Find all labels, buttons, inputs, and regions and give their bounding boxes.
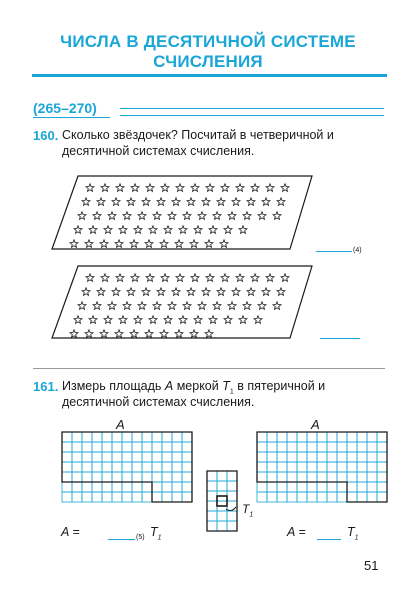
equation-left-t: T bbox=[150, 525, 158, 539]
grid-cell bbox=[367, 442, 377, 452]
grid-cell bbox=[92, 472, 102, 482]
grid-cell bbox=[122, 462, 132, 472]
grid-cell bbox=[287, 432, 297, 442]
t1-label-letter: T bbox=[242, 502, 250, 516]
task-161-text-part1: Измерь площадь bbox=[62, 379, 165, 393]
grid-cell bbox=[277, 442, 287, 452]
grid-cell bbox=[327, 492, 337, 502]
grid-cell bbox=[162, 452, 172, 462]
grid-cell bbox=[277, 472, 287, 482]
grid-cell bbox=[122, 442, 132, 452]
grid-cell bbox=[277, 452, 287, 462]
grid-cell bbox=[217, 471, 227, 481]
grid-cell bbox=[182, 432, 192, 442]
equation-right-blank[interactable] bbox=[317, 539, 341, 540]
grid-cell bbox=[182, 472, 192, 482]
grid-cell bbox=[377, 482, 387, 492]
equation-right-t-sub: 1 bbox=[354, 534, 359, 542]
grid-cell bbox=[62, 432, 72, 442]
grid-cell bbox=[152, 472, 162, 482]
grid-cell bbox=[207, 521, 217, 531]
grid-cell bbox=[267, 452, 277, 462]
task-160-text-line1: Сколько звёздочек? Посчитай в четверичной и bbox=[62, 128, 334, 142]
grid-cell bbox=[122, 452, 132, 462]
equation-left-t-sub: 1 bbox=[157, 534, 162, 542]
grid-cell bbox=[317, 482, 327, 492]
grid-cell bbox=[367, 482, 377, 492]
grid-cell bbox=[132, 472, 142, 482]
grid-cell bbox=[257, 472, 267, 482]
grid-cell bbox=[82, 472, 92, 482]
task-161-var-t: T bbox=[222, 379, 230, 393]
grid-cell bbox=[277, 492, 287, 502]
grid-cell bbox=[347, 452, 357, 462]
grid-cell bbox=[72, 442, 82, 452]
grid-cell bbox=[227, 511, 237, 521]
grid-cell bbox=[287, 442, 297, 452]
grid-cell bbox=[132, 492, 142, 502]
grid-cell bbox=[347, 492, 357, 502]
grid-cell bbox=[112, 482, 122, 492]
grid-cell bbox=[82, 432, 92, 442]
grid-cell bbox=[317, 472, 327, 482]
grid-cell bbox=[132, 452, 142, 462]
grid-cell bbox=[337, 442, 347, 452]
grid-cell bbox=[102, 482, 112, 492]
grid-cell bbox=[172, 482, 182, 492]
grid-cell bbox=[287, 472, 297, 482]
task-160-number: 160. bbox=[33, 128, 59, 143]
grid-cell bbox=[102, 472, 112, 482]
grid-cell bbox=[102, 462, 112, 472]
grid-cell bbox=[217, 511, 227, 521]
grid-cell bbox=[82, 452, 92, 462]
task-161-text-part2: меркой bbox=[173, 379, 223, 393]
figure-right-grid bbox=[257, 432, 387, 502]
grid-cell bbox=[172, 472, 182, 482]
grid-cell bbox=[112, 442, 122, 452]
figure-right-label: A bbox=[311, 417, 320, 432]
equation-right-t: T bbox=[347, 525, 355, 539]
grid-cell bbox=[62, 462, 72, 472]
grid-cell bbox=[72, 462, 82, 472]
grid-cell bbox=[162, 442, 172, 452]
grid-cell bbox=[152, 482, 162, 492]
grid-cell bbox=[367, 462, 377, 472]
grid-cell bbox=[62, 442, 72, 452]
grid-cell bbox=[172, 462, 182, 472]
grid-cell bbox=[152, 452, 162, 462]
grid-cell bbox=[267, 492, 277, 502]
grid-cell bbox=[72, 472, 82, 482]
task-161-text-line2: десятичной системах счисления. bbox=[62, 395, 255, 409]
grid-cell bbox=[162, 492, 172, 502]
equation-right-prefix: A = bbox=[287, 525, 306, 539]
grid-cell bbox=[317, 452, 327, 462]
grid-cell bbox=[152, 462, 162, 472]
grid-cell bbox=[122, 432, 132, 442]
grid-cell bbox=[317, 462, 327, 472]
grid-cell bbox=[162, 472, 172, 482]
grid-cell bbox=[327, 442, 337, 452]
t1-label-sub: 1 bbox=[249, 511, 254, 519]
grid-cell bbox=[337, 472, 347, 482]
grid-cell bbox=[347, 472, 357, 482]
grid-cell bbox=[182, 462, 192, 472]
measure-t1-grid bbox=[207, 471, 237, 531]
grid-cell bbox=[257, 482, 267, 492]
grid-cell bbox=[82, 442, 92, 452]
equation-right-measure bbox=[347, 525, 359, 542]
grid-cell bbox=[142, 462, 152, 472]
grid-cell bbox=[317, 442, 327, 452]
grid-cell bbox=[257, 462, 267, 472]
grid-cell bbox=[112, 432, 122, 442]
grid-cell bbox=[142, 452, 152, 462]
grid-cell bbox=[297, 482, 307, 492]
grid-cell bbox=[227, 481, 237, 491]
grid-cell bbox=[72, 482, 82, 492]
grid-cell bbox=[377, 442, 387, 452]
grid-cell bbox=[217, 481, 227, 491]
grid-cell bbox=[112, 472, 122, 482]
grid-cell bbox=[307, 482, 317, 492]
grid-cell bbox=[327, 472, 337, 482]
grid-cell bbox=[72, 452, 82, 462]
grid-cell bbox=[267, 462, 277, 472]
grid-cell bbox=[92, 442, 102, 452]
grid-cell bbox=[72, 492, 82, 502]
grid-cell bbox=[377, 492, 387, 502]
equation-left-blank[interactable] bbox=[108, 539, 135, 540]
grid-cell bbox=[142, 482, 152, 492]
figure-left-label: A bbox=[116, 417, 125, 432]
grid-cell bbox=[227, 521, 237, 531]
grid-cell bbox=[347, 432, 357, 442]
grid-cell bbox=[357, 492, 367, 502]
grid-cell bbox=[122, 472, 132, 482]
task-161-number: 161. bbox=[33, 379, 59, 394]
grid-cell bbox=[297, 452, 307, 462]
grid-cell bbox=[172, 452, 182, 462]
equation-left bbox=[61, 525, 80, 539]
grid-cell bbox=[377, 452, 387, 462]
grid-cell bbox=[377, 432, 387, 442]
equation-left-base: (5) bbox=[136, 534, 145, 541]
grid-cell bbox=[152, 492, 162, 502]
grid-cell bbox=[337, 432, 347, 442]
grid-cell bbox=[112, 462, 122, 472]
equation-left-prefix: A = bbox=[61, 525, 80, 539]
grid-cell bbox=[207, 511, 217, 521]
grid-cell bbox=[102, 442, 112, 452]
grid-cell bbox=[287, 482, 297, 492]
grid-cell bbox=[367, 492, 377, 502]
grid-cell bbox=[92, 482, 102, 492]
grid-cell bbox=[357, 482, 367, 492]
grid-cell bbox=[132, 482, 142, 492]
grid-cell bbox=[227, 471, 237, 481]
grid-cell bbox=[347, 442, 357, 452]
grid-cell bbox=[357, 452, 367, 462]
grid-cell bbox=[267, 472, 277, 482]
grid-cell bbox=[102, 452, 112, 462]
grid-cell bbox=[62, 472, 72, 482]
grid-cell bbox=[307, 462, 317, 472]
grid-cell bbox=[287, 462, 297, 472]
grid-cell bbox=[102, 492, 112, 502]
grid-cell bbox=[112, 452, 122, 462]
grid-cell bbox=[267, 482, 277, 492]
grid-cell bbox=[182, 482, 192, 492]
grid-cell bbox=[257, 432, 267, 442]
grid-cell bbox=[162, 482, 172, 492]
grid-cell bbox=[367, 432, 377, 442]
grid-cell bbox=[317, 492, 327, 502]
grid-cell bbox=[227, 491, 237, 501]
grid-cell bbox=[307, 492, 317, 502]
grid-cell bbox=[297, 442, 307, 452]
grid-cell bbox=[357, 472, 367, 482]
grid-cell bbox=[377, 472, 387, 482]
grid-cell bbox=[367, 472, 377, 482]
grid-cell bbox=[142, 472, 152, 482]
grid-cell bbox=[182, 442, 192, 452]
grid-cell bbox=[82, 482, 92, 492]
grid-cell bbox=[72, 432, 82, 442]
grid-cell bbox=[62, 452, 72, 462]
grid-cell bbox=[317, 432, 327, 442]
equation-left-measure bbox=[150, 525, 162, 542]
grid-cell bbox=[172, 492, 182, 502]
grid-cell bbox=[287, 452, 297, 462]
grid-cell bbox=[277, 482, 287, 492]
equation-right bbox=[287, 525, 306, 539]
grid-cell bbox=[82, 492, 92, 502]
grid-cell bbox=[297, 462, 307, 472]
grid-cell bbox=[367, 452, 377, 462]
grid-cell bbox=[122, 492, 132, 502]
grid-cell bbox=[327, 432, 337, 442]
grid-cell bbox=[92, 452, 102, 462]
grid-cell bbox=[327, 482, 337, 492]
task-160-text-line2: десятичной системах счисления. bbox=[62, 144, 255, 158]
grid-cell bbox=[142, 442, 152, 452]
grid-cell bbox=[337, 452, 347, 462]
page-number: 51 bbox=[364, 558, 379, 573]
figure-left-grid bbox=[62, 432, 192, 502]
lesson-range: (265–270) bbox=[33, 100, 97, 116]
grid-cell bbox=[287, 492, 297, 502]
grid-cell bbox=[132, 432, 142, 442]
grid-cell bbox=[337, 462, 347, 472]
t1-pointer bbox=[226, 507, 236, 511]
grid-cell bbox=[227, 501, 237, 511]
page-title-line1: ЧИСЛА В ДЕСЯТИЧНОЙ СИСТЕМЕ bbox=[60, 32, 356, 51]
grid-cell bbox=[207, 491, 217, 501]
task-161-text-part3: в пятеричной и bbox=[233, 379, 326, 393]
grid-cell bbox=[112, 492, 122, 502]
grid-cell bbox=[297, 492, 307, 502]
grid-cell bbox=[327, 452, 337, 462]
figure-outline bbox=[257, 432, 387, 502]
grid-cell bbox=[207, 471, 217, 481]
grid-cell bbox=[337, 482, 347, 492]
grid-cell bbox=[207, 501, 217, 511]
grid-cell bbox=[162, 432, 172, 442]
grid-cell bbox=[357, 462, 367, 472]
grid-cell bbox=[102, 432, 112, 442]
grid-cell bbox=[92, 492, 102, 502]
grid-cell bbox=[257, 442, 267, 452]
grid-cell bbox=[92, 432, 102, 442]
grid-cell bbox=[277, 432, 287, 442]
t1-label bbox=[242, 502, 253, 518]
grid-cell bbox=[152, 432, 162, 442]
task-161-var-t-sub: 1 bbox=[229, 388, 234, 396]
grid-cell bbox=[297, 432, 307, 442]
grid-cell bbox=[62, 492, 72, 502]
grid-cell bbox=[257, 452, 267, 462]
grid-cell bbox=[347, 462, 357, 472]
grid-cell bbox=[277, 462, 287, 472]
grid-cell bbox=[307, 452, 317, 462]
grid-cell bbox=[172, 432, 182, 442]
page-title-line2: СЧИСЛЕНИЯ bbox=[153, 52, 263, 71]
grid-cell bbox=[142, 492, 152, 502]
grid-cell bbox=[297, 472, 307, 482]
grid-cell bbox=[357, 432, 367, 442]
grid-cell bbox=[307, 442, 317, 452]
grid-cell bbox=[217, 521, 227, 531]
grid-cell bbox=[207, 481, 217, 491]
grid-cell bbox=[347, 482, 357, 492]
grid-cell bbox=[182, 452, 192, 462]
grid-cell bbox=[122, 482, 132, 492]
grid-cell bbox=[172, 442, 182, 452]
grid-cell bbox=[132, 442, 142, 452]
grid-cell bbox=[92, 462, 102, 472]
grid-cell bbox=[307, 432, 317, 442]
grid-cell bbox=[267, 442, 277, 452]
grid-cell bbox=[152, 442, 162, 452]
grid-cell bbox=[267, 432, 277, 442]
grid-cell bbox=[337, 492, 347, 502]
grid-cell bbox=[307, 472, 317, 482]
grid-cell bbox=[62, 482, 72, 492]
task-161-var-a: A bbox=[164, 379, 174, 393]
grid-cell bbox=[82, 462, 92, 472]
grid-cell bbox=[142, 432, 152, 442]
grid-cell bbox=[257, 492, 267, 502]
figure-outline bbox=[62, 432, 192, 502]
grid-cell bbox=[162, 462, 172, 472]
grid-cell bbox=[357, 442, 367, 452]
grid-cell bbox=[132, 462, 142, 472]
grid-cell bbox=[377, 462, 387, 472]
grid-cell bbox=[327, 462, 337, 472]
grid-cell bbox=[182, 492, 192, 502]
task-160-answer-base: (4) bbox=[353, 247, 362, 254]
